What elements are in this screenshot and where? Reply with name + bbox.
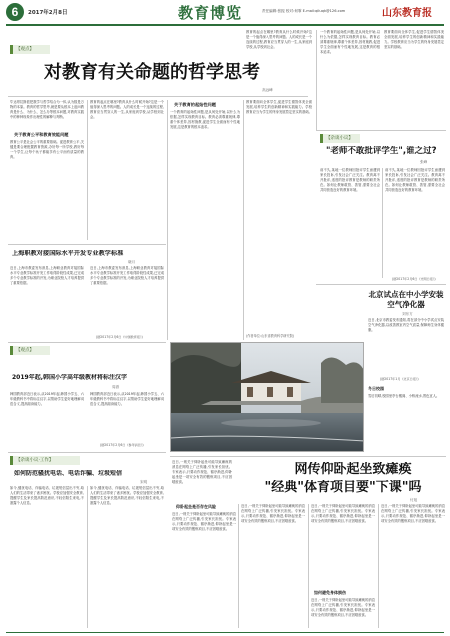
korea-article-body-col1: 韩国教育部近日表示,从2019年起,韩国小学五、六年级教科书中将标注汉字,以帮助学生更好地理解词语含义,提高阅读能力。 — [10, 392, 84, 407]
shanghai-article-body-col1: 近日,上海市教委发布消息,上海职业教育对接国际水平专业教学标准开发工作取得阶段性成果,已完成多个专业教学标准的开发,为职业院校人才培养提供了重要依据。 — [10, 266, 84, 286]
situp-title-line1: 网传仰卧起坐致瘫痪 — [294, 462, 412, 477]
col-rule — [238, 504, 239, 628]
main-article-author: 高远峰 — [262, 88, 273, 92]
upper-right-text-a: 教育的起点在哪里?教育从什么时候开始?这是一个值得深入思考的问题。人的成长是一个连续的过程,教育应当贯穿人的一生,从家庭到学校,从学校到社会。 — [246, 30, 312, 50]
section-rule — [8, 342, 166, 343]
beijing-article-title: 北京试点在中小学安装空气净化器 — [368, 290, 444, 309]
scam-article-author: 宋明 — [140, 480, 148, 484]
situp-title-line2: "经典"体育项目要"下课"吗 — [264, 480, 422, 495]
main-body-col2: 教育的起点在哪里?教育从什么时候开始?这是一个值得深入思考的问题。人的成长是一个连续的过程,教育应当贯穿人的一生,从家庭到学校,从学校到社会。 — [90, 100, 164, 120]
section-rule — [316, 284, 446, 285]
right-article-title: "老师不敢批评学生",谁之过? — [326, 146, 437, 156]
situp-intro-col1: 近日,一则关于仰卧起坐可能导致瘫痪的消息在网络上广泛传播,引发家长担忧。专家表示,只要动作规范、循序渐进,仰卧起坐是一项安全有效的锻炼项目,不应因噎废食。 — [172, 460, 232, 485]
upper-right-text-c: 教育要面向全体学生,促进学生德智体美全面发展,培养学生的创新精神和实践能力。学校教育应当为学生的终身发展奠定坚实的基础。 — [384, 30, 444, 50]
shanghai-article-footnote: (据2017年2月6日《中国教育报》) — [96, 335, 143, 339]
shanghai-article-title: 上海职教对接国际水平开发专业教学标准 — [12, 250, 124, 257]
col-rule — [378, 504, 379, 628]
section-rule — [8, 244, 166, 245]
beijing-article-author: 刘东方 — [402, 312, 413, 316]
beijing-article-body: 近日,北京市教委发布通知,将在部分中小学试点安装空气净化器,以改善教室内空气质量,保障师生身体健康。 — [368, 318, 444, 333]
section-rule — [8, 452, 166, 453]
korea-article-author: 周游 — [112, 385, 120, 389]
main-title-rule — [8, 96, 308, 97]
situp-body-col4: 近日,一则关于仰卧起坐可能导致瘫痪的消息在网络上广泛传播,引发家长担忧。专家表示,只要动作规范、循序渐进,仰卧起坐是一项安全有效的锻炼项目,不应因噎废食。 — [381, 504, 445, 524]
editor-line: 责任编辑:张振 校对:何霏 E-mail:qiluqk@126.com — [262, 9, 346, 13]
section-tag-bottom: 【杂谈小议·工作】 — [10, 456, 80, 465]
situp-author: 付旭 — [410, 498, 418, 502]
main-body-col3: 一个教育的起始性问题,是从何处开始,以什么为依据,怎样实现教育目标。教育必须尊重规律,尊重个体差异,因材施教,促进学生全面而有个性地发展,这是教育的根本追求。 — [170, 110, 240, 130]
right-article-body-col1: 前不久,某地一位教师因批评学生而遭到家长投诉,引发社会广泛关注。教育离不开批评,适度的批评教育是教师的职责所在。如何让教师敢管、善管,需要全社会共同营造良好的教育环境。 — [320, 168, 380, 193]
section-tag-right: 【杂谈小议】 — [320, 134, 360, 143]
shanghai-article-author: 晓月 — [128, 260, 136, 264]
scam-article-body-col2: 如今,骚扰电话、诈骗电话、垃圾短信层出不穷,给人们的生活带来了诸多困扰。学校应加强安全教育,提醒学生及家长提高防范意识,不轻信陌生来电,不泄露个人信息。 — [90, 486, 164, 506]
col-rule — [87, 486, 88, 628]
situp-subhead-1: 仰卧起坐是否存在风险 — [176, 504, 216, 509]
masthead-logo: 山东教育报 — [382, 8, 432, 19]
upper-right-text-b: 一个教育的起始性问题,是从何处开始,以什么为依据,怎样实现教育目标。教育必须尊重规律,尊重个体差异,因材施教,促进学生全面而有个性地发展,这是教育的根本追求。 — [320, 30, 380, 55]
korea-article-footnote: (据2017年2月6日《参考消息》) — [100, 443, 144, 447]
scam-article-title: 如何防范骚扰电话、电话诈骗、垃圾短信 — [14, 470, 123, 477]
main-footnote: (作者单位:山东省教育科学研究院) — [246, 334, 295, 338]
right-article-author: 张峰 — [420, 160, 428, 164]
beijing-article-footnote: (据2017年1月《北京日报》) — [380, 377, 419, 381]
campus-photo — [170, 342, 364, 452]
korea-article-title: 2019年起,韩国小学高年级教材将标注汉字 — [12, 374, 127, 381]
issue-date: 2017年2月8日 — [28, 10, 68, 16]
col-rule — [87, 100, 88, 240]
main-body-col1: 毕达哥拉斯派把数学与哲学结合为一体,认为数是万物的本原。教育的哲学思考,就是要从根本上追问教育是什么、为什么、怎么办等根本问题,对教育实践中的种种现象作出理性的解释与判断。 — [10, 100, 84, 120]
page-number: 6 — [6, 3, 24, 21]
korea-article-body-col2: 韩国教育部近日表示,从2019年起,韩国小学五、六年级教科书中将标注汉字,以帮助学生更好地理解词语含义,提高阅读能力。 — [90, 392, 164, 407]
situp-subhead-2: 如何避免身体损伤 — [314, 590, 346, 595]
footer-rule — [6, 632, 444, 633]
right-article-body-col2: 前不久,某地一位教师因批评学生而遭到家长投诉,引发社会广泛关注。教育离不开批评,适度的批评教育是教师的职责所在。如何让教师敢管、善管,需要全社会共同营造良好的教育环境。 — [385, 168, 445, 193]
situp-body-col2: 近日,一则关于仰卧起坐可能导致瘫痪的消息在网络上广泛传播,引发家长担忧。专家表示,只要动作规范、循序渐进,仰卧起坐是一项安全有效的锻炼项目,不应因噎废食。 — [241, 504, 305, 524]
photo-caption-title: 冬日校园 — [368, 386, 384, 391]
main-subhead-1: 关于教育公平和教育效能问题 — [14, 132, 69, 137]
section-tag-mid: 【观点】 — [10, 346, 50, 355]
col-rule — [308, 504, 309, 628]
campus-photo-illustration — [171, 343, 364, 452]
main-body-col4: 教育要面向全体学生,促进学生德智体美全面发展,培养学生的创新精神和实践能力。学校教育应当为学生的终身发展奠定坚实的基础。 — [246, 100, 312, 115]
section-rule — [316, 130, 446, 131]
col-rule — [243, 100, 244, 340]
situp-body-col3: 近日,一则关于仰卧起坐可能导致瘫痪的消息在网络上广泛传播,引发家长担忧。专家表示,只要动作规范、循序渐进,仰卧起坐是一项安全有效的锻炼项目,不应因噎废食。 — [311, 504, 375, 524]
shanghai-article-body-col2: 近日,上海市教委发布消息,上海职业教育对接国际水平专业教学标准开发工作取得阶段性成果,已完成多个专业教学标准的开发,为职业院校人才培养提供了重要依据。 — [90, 266, 164, 286]
scam-article-body-col1: 如今,骚扰电话、诈骗电话、垃圾短信层出不穷,给人们的生活带来了诸多困扰。学校应加强安全教育,提醒学生及家长提高防范意识,不轻信陌生来电,不泄露个人信息。 — [10, 486, 84, 506]
col-rule — [382, 168, 383, 278]
main-body-col1b: 教育公平是社会公平的重要基础。促进教育公平,关键是要合理配置教育资源,办好每一所学校,教好每一个学生,让每个孩子都能享有公平而有质量的教育。 — [10, 140, 84, 160]
situp-body-col3b: 近日,一则关于仰卧起坐可能导致瘫痪的消息在网络上广泛传播,引发家长担忧。专家表示,只要动作规范、循序渐进,仰卧起坐是一项安全有效的锻炼项目,不应因噎废食。 — [311, 598, 375, 618]
photo-caption-text: 雪后初晴,校园里亭台楼阁、小桥流水,景色宜人。 — [368, 394, 440, 398]
section-title: 教育博览 — [178, 4, 243, 22]
section-rule — [170, 456, 446, 457]
section-tag-top: 【观点】 — [10, 45, 50, 54]
col-rule — [316, 30, 317, 130]
main-subhead-2: 关于教育的起始性问题 — [174, 102, 216, 107]
situp-body-col1: 近日,一则关于仰卧起坐可能导致瘫痪的消息在网络上广泛传播,引发家长担忧。专家表示,只要动作规范、循序渐进,仰卧起坐是一项安全有效的锻炼项目,不应因噎废食。 — [172, 512, 236, 532]
right-article-footnote: (据2017年2月6日《光明日报》) — [392, 277, 436, 281]
col-rule — [167, 100, 168, 340]
main-article-title: 对教育有关命题的哲学思考 — [44, 62, 260, 83]
header-rule — [6, 24, 444, 26]
